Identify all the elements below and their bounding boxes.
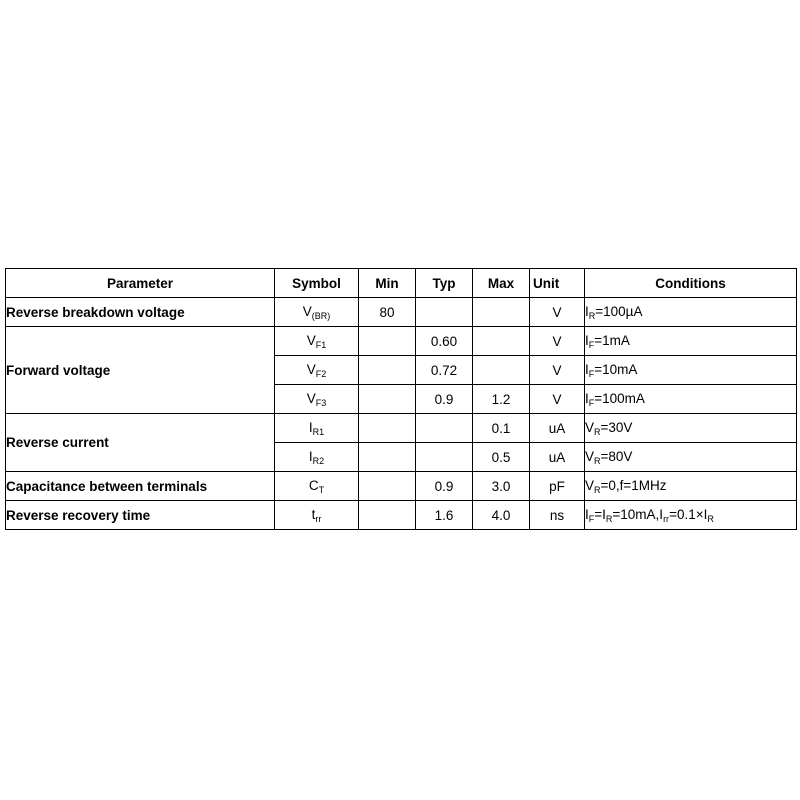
table-row — [6, 327, 797, 356]
max-cell: 0.5 — [473, 443, 530, 472]
condition-text: I — [585, 361, 589, 377]
unit-cell: V — [530, 385, 585, 414]
condition-text: =0,f=1MHz — [600, 477, 667, 493]
symbol-cell — [275, 443, 359, 472]
max-cell: 3.0 — [473, 472, 530, 501]
min-cell — [359, 356, 416, 385]
symbol-subscript: F3 — [315, 397, 327, 408]
max-cell: 0.1 — [473, 414, 530, 443]
unit-cell: V — [530, 356, 585, 385]
symbol-main: V — [302, 303, 312, 319]
min-cell — [359, 443, 416, 472]
symbol-subscript: R1 — [312, 426, 325, 437]
table-row — [6, 298, 797, 327]
typ-cell: 1.6 — [416, 501, 473, 530]
typ-cell — [416, 414, 473, 443]
header-unit: Unit — [530, 269, 585, 298]
unit-cell: ns — [530, 501, 585, 530]
condition-text: V — [585, 448, 595, 464]
symbol-subscript: rr — [315, 513, 322, 524]
condition-text: =1mA — [594, 332, 630, 348]
unit-cell: uA — [530, 443, 585, 472]
condition-subscript: R — [594, 455, 601, 466]
condition-subscript: F — [588, 339, 595, 350]
max-cell: 4.0 — [473, 501, 530, 530]
condition-cell — [585, 385, 797, 414]
header-parameter: Parameter — [6, 269, 275, 298]
condition-text: =I — [594, 506, 606, 522]
param-reverse-breakdown-voltage: Reverse breakdown voltage — [6, 298, 275, 327]
condition-subscript: rr — [663, 513, 670, 524]
condition-text: I — [585, 303, 589, 319]
min-cell — [359, 327, 416, 356]
condition-text: V — [585, 477, 595, 493]
condition-cell — [585, 472, 797, 501]
header-min: Min — [359, 269, 416, 298]
max-cell — [473, 356, 530, 385]
param-reverse-recovery-time: Reverse recovery time — [6, 501, 275, 530]
electrical-characteristics-table — [5, 268, 797, 530]
typ-cell — [416, 443, 473, 472]
symbol-subscript: F2 — [315, 368, 327, 379]
condition-text: =30V — [600, 419, 633, 435]
symbol-subscript: R2 — [312, 455, 325, 466]
header-symbol: Symbol — [275, 269, 359, 298]
typ-cell: 0.60 — [416, 327, 473, 356]
condition-text: I — [585, 332, 589, 348]
symbol-main: V — [306, 390, 316, 406]
symbol-cell — [275, 356, 359, 385]
condition-text: I — [585, 506, 589, 522]
condition-subscript: R — [594, 484, 601, 495]
condition-cell — [585, 327, 797, 356]
symbol-cell — [275, 472, 359, 501]
condition-subscript: R — [605, 513, 613, 524]
unit-cell: V — [530, 298, 585, 327]
condition-text: =80V — [600, 448, 633, 464]
symbol-cell — [275, 501, 359, 530]
table-row — [6, 472, 797, 501]
condition-cell — [585, 356, 797, 385]
table-row — [6, 501, 797, 530]
symbol-subscript: F1 — [315, 339, 327, 350]
condition-text: I — [585, 390, 589, 406]
param-forward-voltage: Forward voltage — [6, 327, 275, 414]
condition-subscript: R — [588, 310, 596, 321]
max-cell: 1.2 — [473, 385, 530, 414]
min-cell: 80 — [359, 298, 416, 327]
min-cell — [359, 472, 416, 501]
unit-cell: pF — [530, 472, 585, 501]
condition-text: =0.1×I — [669, 506, 708, 522]
condition-text: =100µA — [595, 303, 643, 319]
min-cell — [359, 501, 416, 530]
condition-subscript: F — [588, 397, 595, 408]
symbol-cell — [275, 385, 359, 414]
condition-cell — [585, 501, 797, 530]
min-cell — [359, 385, 416, 414]
symbol-main: I — [308, 448, 313, 464]
symbol-main: t — [311, 506, 316, 522]
max-cell — [473, 298, 530, 327]
table-row — [6, 414, 797, 443]
header-conditions: Conditions — [585, 269, 797, 298]
symbol-cell — [275, 298, 359, 327]
symbol-main: C — [308, 477, 319, 493]
symbol-cell — [275, 327, 359, 356]
condition-text: V — [585, 419, 595, 435]
condition-text: =100mA — [594, 390, 645, 406]
condition-cell — [585, 298, 797, 327]
condition-text: =10mA — [594, 361, 638, 377]
param-reverse-current: Reverse current — [6, 414, 275, 472]
unit-cell: V — [530, 327, 585, 356]
condition-cell — [585, 443, 797, 472]
unit-cell: uA — [530, 414, 585, 443]
condition-cell — [585, 414, 797, 443]
condition-subscript: F — [588, 513, 595, 524]
symbol-subscript: (BR) — [311, 310, 331, 321]
condition-subscript: R — [707, 513, 714, 524]
symbol-main: V — [306, 361, 316, 377]
symbol-subscript: T — [318, 484, 325, 495]
symbol-main: I — [308, 419, 313, 435]
typ-cell: 0.72 — [416, 356, 473, 385]
condition-subscript: R — [594, 426, 601, 437]
typ-cell — [416, 298, 473, 327]
symbol-main: V — [306, 332, 316, 348]
symbol-cell — [275, 414, 359, 443]
header-typ: Typ — [416, 269, 473, 298]
min-cell — [359, 414, 416, 443]
condition-subscript: F — [588, 368, 595, 379]
param-capacitance: Capacitance between terminals — [6, 472, 275, 501]
max-cell — [473, 327, 530, 356]
header-row — [6, 269, 797, 298]
typ-cell: 0.9 — [416, 385, 473, 414]
typ-cell: 0.9 — [416, 472, 473, 501]
condition-text: =10mA,I — [612, 506, 664, 522]
header-max: Max — [473, 269, 530, 298]
